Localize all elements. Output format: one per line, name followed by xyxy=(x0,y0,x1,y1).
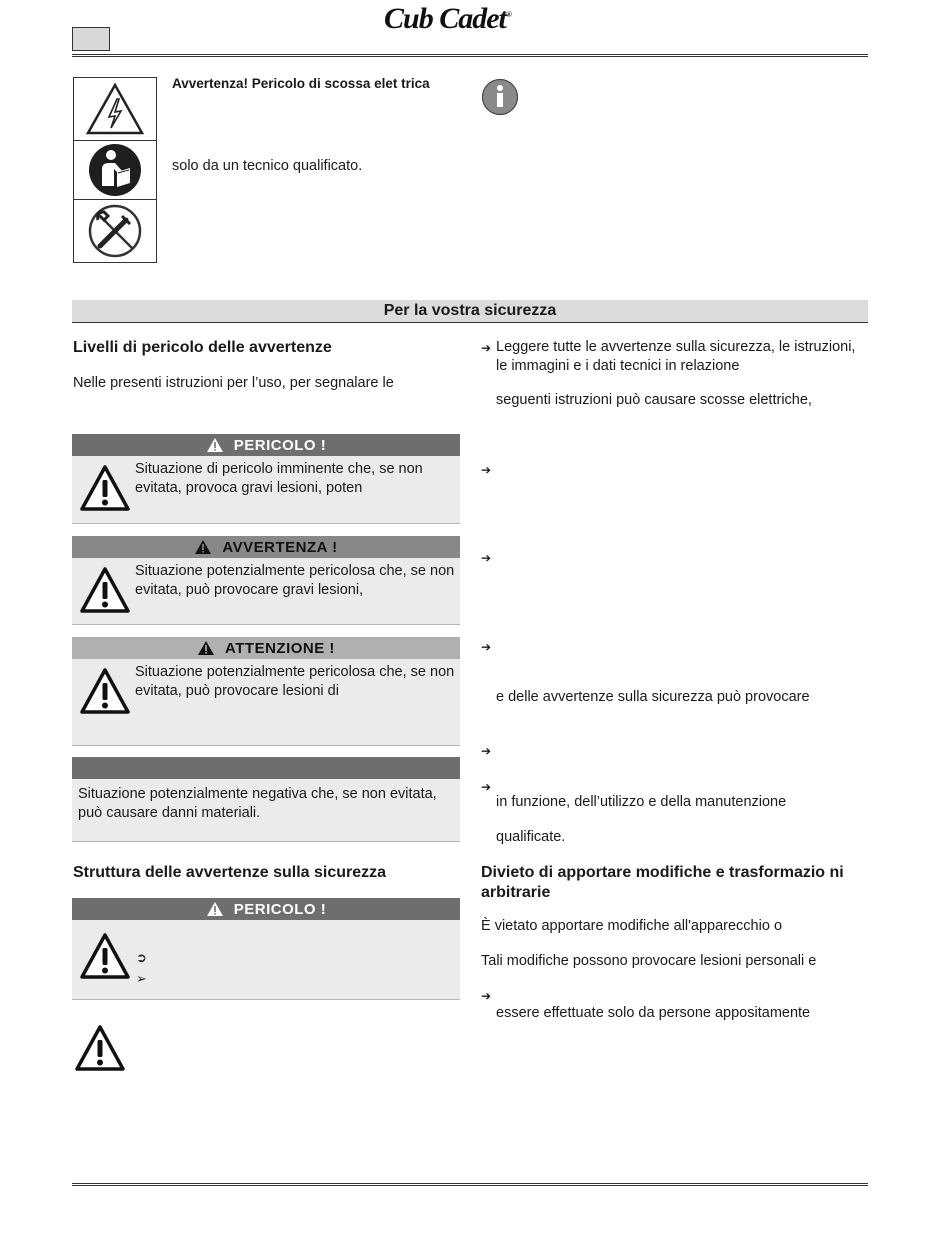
caution-box-header xyxy=(72,637,460,659)
warning-label: AVVERTENZA ! xyxy=(222,538,338,556)
example-danger-box xyxy=(72,898,460,1000)
info-icon xyxy=(481,78,519,121)
notice-text: Situazione potenzialmente negativa che, se non evitata, può causare danni materiali. xyxy=(78,786,437,821)
warning-triangle-icon xyxy=(79,464,131,512)
arrow-bullet: ➔ xyxy=(481,463,492,477)
warning-small-icon xyxy=(206,901,224,917)
no-tools-icon xyxy=(74,200,156,262)
caution-label: ATTENZIONE ! xyxy=(225,639,335,657)
page-number-box xyxy=(72,27,110,51)
bottom-divider xyxy=(72,1183,868,1186)
heading-warning-structure: Struttura delle avvertenze sulla sicurezza xyxy=(73,864,387,881)
modifications-paragraph-1: È vietato apportare modifiche all'apparecchio o xyxy=(481,918,783,934)
warning-box-header xyxy=(72,536,460,558)
notice-box-header xyxy=(72,757,460,779)
safety-qualified-text: qualificate. xyxy=(496,829,566,845)
example-danger-label: PERICOLO ! xyxy=(233,900,327,918)
arrow-bullet: ➔ xyxy=(481,780,492,794)
danger-label: PERICOLO ! xyxy=(233,436,327,454)
electric-warning-title: Avvertenza! Pericolo di scossa elet trica xyxy=(172,76,430,91)
modifications-paragraph-3: essere effettuate solo da persone appositamente xyxy=(496,1005,811,1021)
safety-icon-column xyxy=(73,77,157,263)
general-warning-icon xyxy=(74,1024,126,1077)
arrow-bullet: ➔ xyxy=(481,989,492,1003)
cub-cadet-logo: Cub Cadet® xyxy=(384,2,511,35)
electric-shock-icon xyxy=(74,78,156,141)
safety-consequence-text: seguenti istruzioni può causare scosse elettriche, xyxy=(496,392,812,408)
safety-noncompliance-text: e delle avvertenze sulla sicurezza può provocare xyxy=(496,689,810,705)
danger-box-header xyxy=(72,434,460,456)
electric-warning-text: solo da un tecnico qualificato. xyxy=(172,158,363,174)
warning-box xyxy=(72,536,460,625)
safety-read-all: Leggere tutte le avvertenze sulla sicurezza, le istruzioni, le immagini e i dati tecnici in relazione xyxy=(496,339,856,374)
caution-text: Situazione potenzialmente pericolosa che, se non evitata, può provocare lesioni di xyxy=(135,664,455,699)
warning-small-icon xyxy=(206,437,224,453)
read-manual-icon xyxy=(74,141,156,200)
warning-text: Situazione potenzialmente pericolosa che, se non evitata, può provocare gravi lesioni, xyxy=(135,563,455,598)
warning-triangle-icon xyxy=(79,566,131,614)
arrow-bullet: ➔ xyxy=(481,551,492,565)
danger-text: Situazione di pericolo imminente che, se non evitata, provoca gravi lesioni, poten xyxy=(135,461,423,496)
bullet-consequence: ➲ xyxy=(136,950,147,965)
arrow-bullet: ➔ xyxy=(481,640,492,654)
top-divider xyxy=(72,54,868,57)
safety-operation-text: in funzione, dell’utilizzo e della manutenzione xyxy=(496,794,787,810)
warning-triangle-icon xyxy=(79,667,131,715)
arrow-bullet: ➔ xyxy=(481,744,492,758)
arrow-bullet: ➔ xyxy=(481,341,492,355)
notice-box xyxy=(72,757,460,842)
heading-danger-levels: Livelli di pericolo delle avvertenze xyxy=(73,339,332,356)
warning-small-icon xyxy=(197,640,215,656)
danger-box xyxy=(72,434,460,524)
warning-triangle-icon xyxy=(79,932,131,980)
example-danger-header xyxy=(72,898,460,920)
warning-small-icon xyxy=(194,539,212,555)
bullet-measure: ➢ xyxy=(136,971,147,986)
section-title-bar: Per la vostra sicurezza xyxy=(72,300,868,323)
heading-modifications: Divieto di apportare modifiche e trasformazio ni arbitrarie xyxy=(481,864,844,901)
caution-box xyxy=(72,637,460,746)
intro-paragraph: Nelle presenti istruzioni per l’uso, per segnalare le xyxy=(73,375,394,391)
modifications-paragraph-2: Tali modifiche possono provocare lesioni personali e xyxy=(481,953,817,969)
